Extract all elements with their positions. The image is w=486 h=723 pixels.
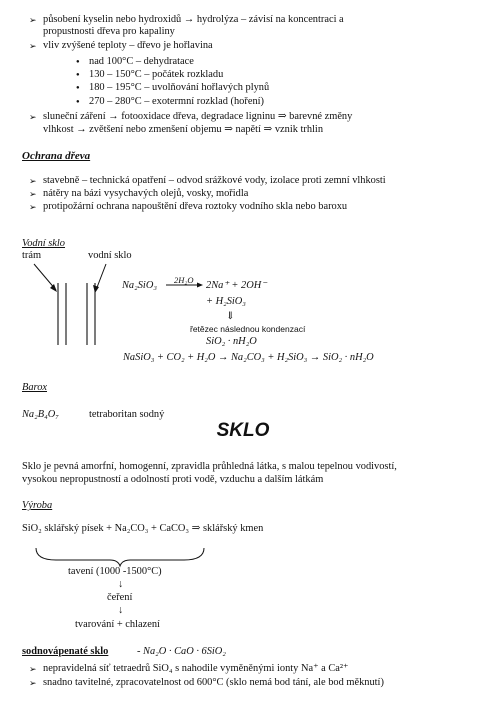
- list-item-hydrolysis: ➢ působení kyselin nebo hydroxidů → hydrolýza – závisí na koncentraci a: [43, 14, 344, 26]
- list-item-temperature: ➢ vliv zvýšené teploty – dřevo je hořlavina: [43, 40, 213, 52]
- eq1-right: 2Na⁺ + 2OH⁻: [206, 280, 267, 291]
- glass-definition-line1: Sklo je pevná amorfní, homogenní, zpravidla průhledná látka, s malou tepelnou vodivostí,: [22, 461, 397, 472]
- sub-item-dehydration: ● nad 100°C – dehydratace: [89, 56, 194, 68]
- list-item-hydrolysis-cont: propustnosti dřeva pro kapaliny: [43, 26, 175, 37]
- arrow-down-icon: ⇓: [226, 311, 235, 322]
- list-item-fireproof: ➢ protipožární ochrana napouštění dřeva roztoky vodního skla nebo baroxu: [43, 201, 347, 213]
- sub-item-gases: ● 180 – 195°C – uvolňování hořlavých plynů: [89, 82, 269, 94]
- step-shaping: tvarování + chlazení: [75, 619, 160, 630]
- list-item-humidity: vlhkost → zvětšení nebo zmenšení objemu ⇒ napětí ⇒ vznik trhlin: [43, 124, 324, 135]
- section-heading-soda-lime: sodnovápenaté sklo: [22, 646, 109, 657]
- soda-lime-formula: - Na₂O · CaO · 6SiO₂: [137, 646, 226, 657]
- section-heading-water-glass: Vodní sklo: [22, 238, 66, 249]
- list-item-tetrahedra: ➢ nepravidelná síť tetraedrů SiO₄ s nahodile vyměněnými ionty Na⁺ a Ca²⁺: [43, 663, 349, 675]
- list-item-technical: ➢ stavebně – technická opatření – odvod srážkové vody, izolace proti zemní vlhkosti: [43, 175, 386, 187]
- section-heading-barox: Barox: [22, 382, 48, 393]
- list-item-meltable: ➢ snadno tavitelné, zpracovatelnost od 600°C (sklo nemá bod tání, ale bod měknutí): [43, 677, 384, 689]
- list-item-coatings: ➢ nátěry na bázi vysychavých olejů, vosky, mořidla: [43, 188, 248, 200]
- eq1-left: Na₂SiO₃: [122, 280, 157, 291]
- arrow-down-icon-1: ↓: [118, 579, 124, 590]
- step-refining: čeření: [107, 592, 133, 603]
- glass-definition-line2: vysokou nepropustností a odolností proti vodě, vzduchu a dalším látkám: [22, 474, 324, 485]
- list-item-sunlight: ➢ sluneční záření → fotooxidace dřeva, degradace ligninu ⇒ barevné změny: [43, 111, 352, 123]
- eq1-condition: 2H₂O: [174, 275, 194, 285]
- eq2: NaSiO₃ + CO₂ + H₂O → Na₂CO₃ + H₂SiO₃ → SiO₂ · nH₂O: [123, 352, 374, 363]
- step-melting: tavení (1000 -1500°C): [68, 566, 162, 577]
- barox-formula: Na₂B₄O₇: [22, 409, 59, 420]
- label-water-glass: vodní sklo: [88, 250, 132, 261]
- label-beam: trám: [22, 250, 42, 261]
- section-heading-wood-protection: Ochrana dřeva: [22, 150, 91, 162]
- eq1-right2: + H₂SiO₃: [206, 296, 246, 307]
- condensation-note: řetězec následnou kondenzací: [190, 324, 306, 334]
- section-heading-production: Výroba: [22, 500, 53, 511]
- sub-item-burning: ● 270 – 280°C – exotermní rozklad (hoření): [89, 96, 264, 108]
- production-equation: SiO₂ sklářský písek + Na₂CO₃ + CaCO₃ ⇒ sklářský kmen: [22, 523, 264, 534]
- barox-name: tetraboritan sodný: [89, 409, 165, 420]
- sub-item-decomposition: ● 130 – 150°C – počátek rozkladu: [89, 69, 223, 81]
- eq1-product: SiO₂ · nH₂O: [206, 336, 257, 347]
- arrow-down-icon-2: ↓: [118, 605, 124, 616]
- page-title: SKLO: [216, 420, 270, 441]
